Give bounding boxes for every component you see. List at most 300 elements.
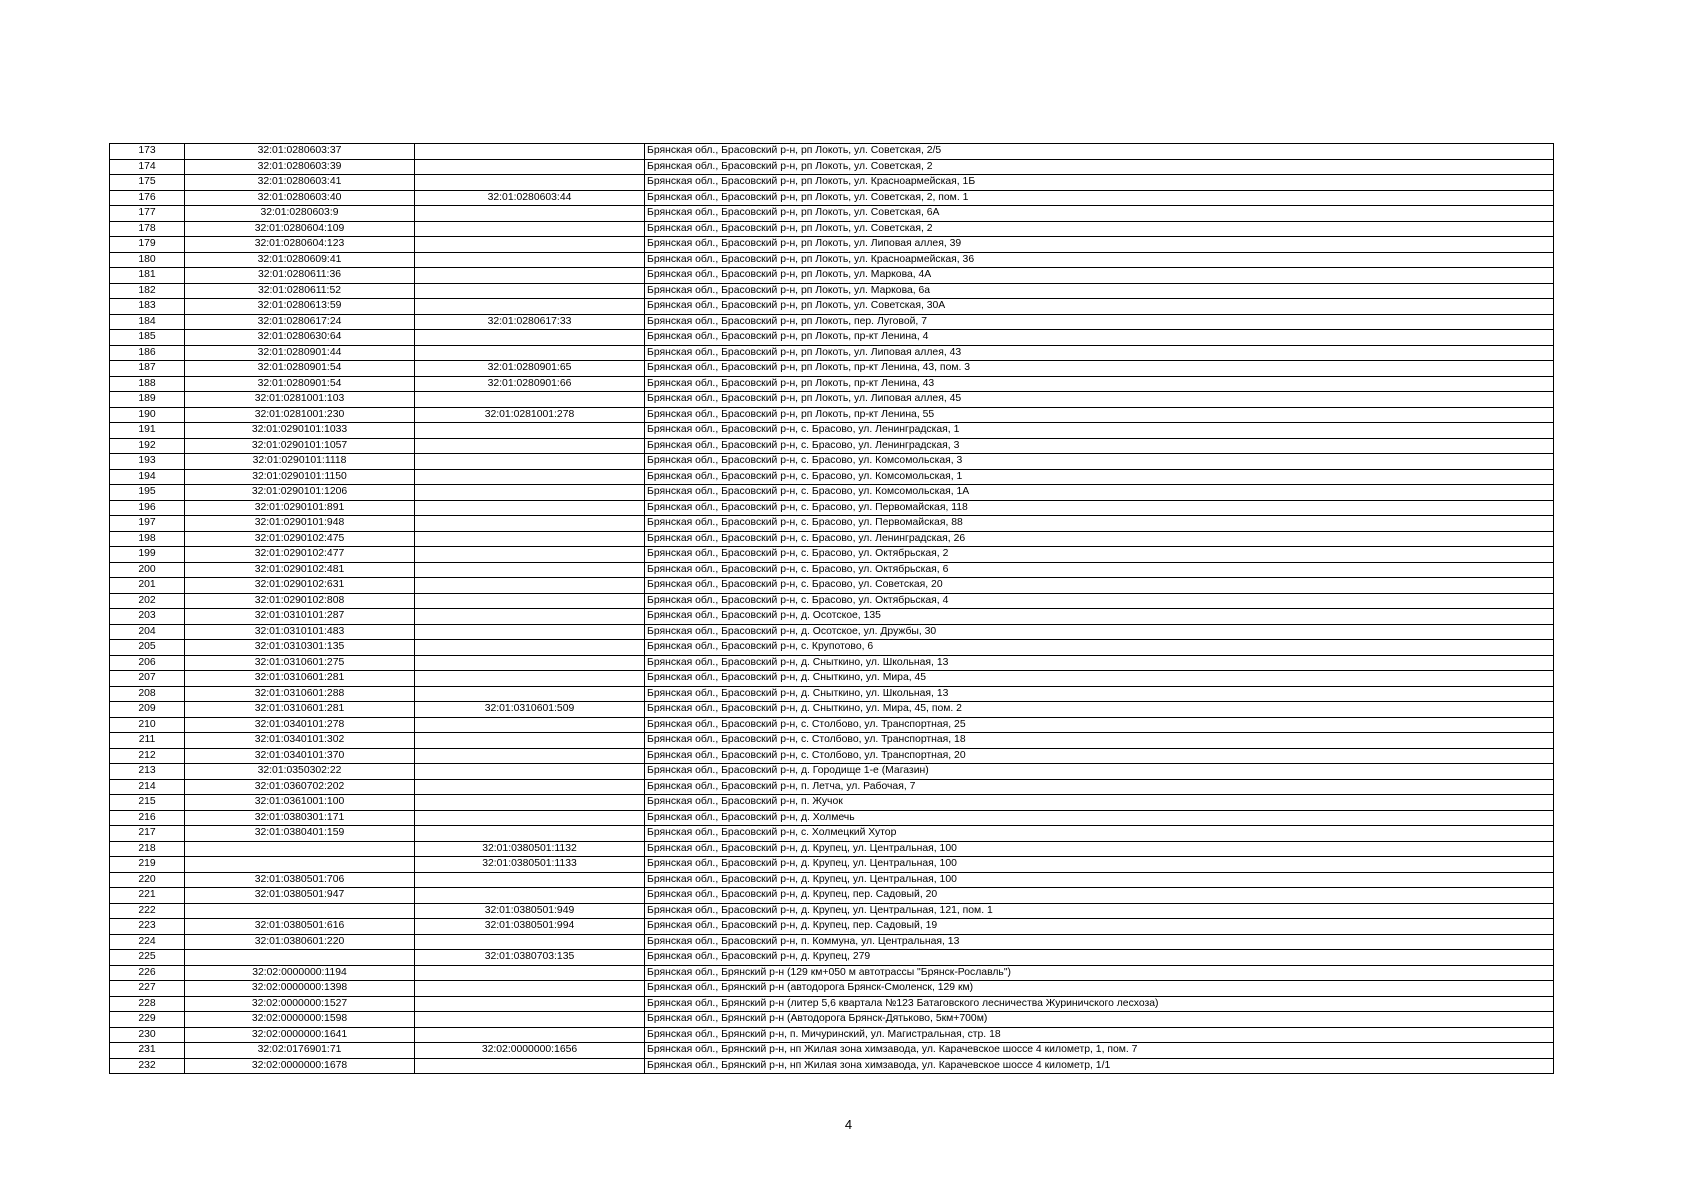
address-cell: Брянская обл., Брасовский р-н, д. Крупец, ул. Центральная, 100 [645,872,1554,888]
included-object-cadastral-cell [415,593,645,609]
row-number-cell: 200 [110,562,185,578]
table-row [110,531,1554,547]
row-number-cell: 230 [110,1027,185,1043]
registry-table-body [110,144,1554,1074]
cadastral-number-cell: 32:01:0290101:1150 [185,469,415,485]
included-object-cadastral-cell [415,1027,645,1043]
address-cell: Брянская обл., Брасовский р-н, рп Локоть, ул. Советская, 30А [645,299,1554,315]
included-object-cadastral-cell [415,268,645,284]
table-row [110,299,1554,315]
included-object-cadastral-cell [415,159,645,175]
row-number-cell: 212 [110,748,185,764]
cadastral-number-cell: 32:01:0310601:281 [185,671,415,687]
row-number-cell: 218 [110,841,185,857]
address-cell: Брянская обл., Брасовский р-н, с. Брасово, ул. Советская, 20 [645,578,1554,594]
table-row [110,190,1554,206]
row-number-cell: 179 [110,237,185,253]
address-cell: Брянская обл., Брасовский р-н, с. Брасово, ул. Ленинградская, 1 [645,423,1554,439]
row-number-cell: 186 [110,345,185,361]
included-object-cadastral-cell [415,175,645,191]
table-row [110,826,1554,842]
row-number-cell: 215 [110,795,185,811]
included-object-cadastral-cell: 32:01:0310601:509 [415,702,645,718]
included-object-cadastral-cell [415,1058,645,1074]
included-object-cadastral-cell [415,888,645,904]
cadastral-number-cell: 32:01:0290101:1118 [185,454,415,470]
cadastral-number-cell: 32:01:0340101:370 [185,748,415,764]
included-object-cadastral-cell [415,562,645,578]
cadastral-number-cell [185,841,415,857]
table-row [110,221,1554,237]
cadastral-number-cell: 32:01:0290102:477 [185,547,415,563]
table-row [110,841,1554,857]
included-object-cadastral-cell [415,810,645,826]
row-number-cell: 221 [110,888,185,904]
address-cell: Брянская обл., Брасовский р-н, п. Коммуна, ул. Центральная, 13 [645,934,1554,950]
address-cell: Брянская обл., Брасовский р-н, д. Крупец, ул. Центральная, 121, пом. 1 [645,903,1554,919]
table-row [110,795,1554,811]
address-cell: Брянская обл., Брянский р-н (литер 5,6 квартала №123 Батаговского лесничества Журиничского лесхоза) [645,996,1554,1012]
address-cell: Брянская обл., Брянский р-н (129 км+050 м автотрассы "Брянск-Рославль") [645,965,1554,981]
row-number-cell: 232 [110,1058,185,1074]
included-object-cadastral-cell: 32:01:0281001:278 [415,407,645,423]
table-row [110,1043,1554,1059]
cadastral-number-cell: 32:01:0280609:41 [185,252,415,268]
cadastral-number-cell: 32:01:0290102:475 [185,531,415,547]
included-object-cadastral-cell [415,981,645,997]
included-object-cadastral-cell [415,345,645,361]
included-object-cadastral-cell [415,655,645,671]
row-number-cell: 198 [110,531,185,547]
table-row [110,330,1554,346]
address-cell: Брянская обл., Брасовский р-н, д. Крупец, пер. Садовый, 20 [645,888,1554,904]
cadastral-number-cell: 32:01:0310101:483 [185,624,415,640]
table-row [110,919,1554,935]
row-number-cell: 201 [110,578,185,594]
included-object-cadastral-cell: 32:01:0380501:994 [415,919,645,935]
address-cell: Брянская обл., Брасовский р-н, д. Сныткино, ул. Мира, 45 [645,671,1554,687]
address-cell: Брянская обл., Брасовский р-н, д. Крупец, 279 [645,950,1554,966]
row-number-cell: 195 [110,485,185,501]
address-cell: Брянская обл., Брасовский р-н, с. Брасово, ул. Комсомольская, 1А [645,485,1554,501]
cadastral-number-cell: 32:01:0280617:24 [185,314,415,330]
included-object-cadastral-cell [415,392,645,408]
cadastral-number-cell: 32:01:0280611:36 [185,268,415,284]
address-cell: Брянская обл., Брасовский р-н, д. Городище 1-е (Магазин) [645,764,1554,780]
included-object-cadastral-cell [415,934,645,950]
table-row [110,159,1554,175]
address-cell: Брянская обл., Брасовский р-н, рп Локоть, ул. Маркова, 4А [645,268,1554,284]
property-registry-table [109,143,1554,1074]
table-row [110,423,1554,439]
included-object-cadastral-cell [415,748,645,764]
row-number-cell: 210 [110,717,185,733]
table-row [110,640,1554,656]
address-cell: Брянская обл., Брасовский р-н, с. Брасово, ул. Первомайская, 118 [645,500,1554,516]
row-number-cell: 192 [110,438,185,454]
table-row [110,686,1554,702]
included-object-cadastral-cell [415,531,645,547]
included-object-cadastral-cell [415,795,645,811]
cadastral-number-cell: 32:01:0380501:706 [185,872,415,888]
table-row [110,438,1554,454]
row-number-cell: 224 [110,934,185,950]
row-number-cell: 174 [110,159,185,175]
row-number-cell: 173 [110,144,185,160]
table-row [110,485,1554,501]
table-row [110,857,1554,873]
cadastral-number-cell: 32:01:0310601:281 [185,702,415,718]
cadastral-number-cell: 32:01:0280603:9 [185,206,415,222]
address-cell: Брянская обл., Брасовский р-н, д. Сныткино, ул. Школьная, 13 [645,686,1554,702]
included-object-cadastral-cell: 32:01:0280603:44 [415,190,645,206]
address-cell: Брянская обл., Брянский р-н, нп Жилая зона химзавода, ул. Карачевское шоссе 4 километр, 1/1 [645,1058,1554,1074]
cadastral-number-cell: 32:02:0000000:1641 [185,1027,415,1043]
included-object-cadastral-cell [415,330,645,346]
included-object-cadastral-cell [415,826,645,842]
included-object-cadastral-cell [415,469,645,485]
row-number-cell: 211 [110,733,185,749]
table-row [110,469,1554,485]
row-number-cell: 214 [110,779,185,795]
table-row [110,593,1554,609]
cadastral-number-cell: 32:01:0280603:40 [185,190,415,206]
address-cell: Брянская обл., Брасовский р-н, рп Локоть, ул. Советская, 6А [645,206,1554,222]
address-cell: Брянская обл., Брасовский р-н, с. Крупотово, 6 [645,640,1554,656]
row-number-cell: 189 [110,392,185,408]
table-row [110,1027,1554,1043]
cadastral-number-cell: 32:01:0280901:44 [185,345,415,361]
cadastral-number-cell: 32:01:0290102:808 [185,593,415,609]
cadastral-number-cell: 32:01:0310601:275 [185,655,415,671]
included-object-cadastral-cell [415,283,645,299]
row-number-cell: 183 [110,299,185,315]
table-row [110,175,1554,191]
address-cell: Брянская обл., Брасовский р-н, рп Локоть, пр-кт Ленина, 43, пом. 3 [645,361,1554,377]
row-number-cell: 213 [110,764,185,780]
cadastral-number-cell: 32:01:0380401:159 [185,826,415,842]
row-number-cell: 222 [110,903,185,919]
included-object-cadastral-cell [415,454,645,470]
cadastral-number-cell: 32:02:0000000:1527 [185,996,415,1012]
included-object-cadastral-cell: 32:01:0280901:66 [415,376,645,392]
included-object-cadastral-cell [415,578,645,594]
cadastral-number-cell: 32:01:0290101:948 [185,516,415,532]
address-cell: Брянская обл., Брасовский р-н, рп Локоть, ул. Советская, 2/5 [645,144,1554,160]
address-cell: Брянская обл., Брасовский р-н, с. Брасово, ул. Комсомольская, 3 [645,454,1554,470]
cadastral-number-cell: 32:01:0290101:1057 [185,438,415,454]
address-cell: Брянская обл., Брянский р-н (Автодорога Брянск-Дятьково, 5км+700м) [645,1012,1554,1028]
table-row [110,268,1554,284]
row-number-cell: 217 [110,826,185,842]
table-row [110,779,1554,795]
address-cell: Брянская обл., Брасовский р-н, рп Локоть, ул. Советская, 2, пом. 1 [645,190,1554,206]
cadastral-number-cell: 32:01:0281001:230 [185,407,415,423]
row-number-cell: 202 [110,593,185,609]
included-object-cadastral-cell [415,996,645,1012]
address-cell: Брянская обл., Брасовский р-н, рп Локоть, ул. Липовая аллея, 39 [645,237,1554,253]
row-number-cell: 216 [110,810,185,826]
table-row [110,454,1554,470]
table-row [110,810,1554,826]
table-row [110,144,1554,160]
cadastral-number-cell: 32:01:0290102:631 [185,578,415,594]
row-number-cell: 178 [110,221,185,237]
address-cell: Брянская обл., Брасовский р-н, рп Локоть, ул. Красноармейская, 1Б [645,175,1554,191]
address-cell: Брянская обл., Брянский р-н (автодорога Брянск-Смоленск, 129 км) [645,981,1554,997]
cadastral-number-cell: 32:01:0380501:616 [185,919,415,935]
table-row [110,748,1554,764]
address-cell: Брянская обл., Брасовский р-н, д. Осотское, ул. Дружбы, 30 [645,624,1554,640]
address-cell: Брянская обл., Брасовский р-н, д. Крупец, пер. Садовый, 19 [645,919,1554,935]
cadastral-number-cell: 32:02:0000000:1398 [185,981,415,997]
cadastral-number-cell: 32:01:0290101:1033 [185,423,415,439]
row-number-cell: 197 [110,516,185,532]
table-row [110,500,1554,516]
table-row [110,996,1554,1012]
included-object-cadastral-cell [415,686,645,702]
included-object-cadastral-cell: 32:01:0380501:949 [415,903,645,919]
cadastral-number-cell: 32:01:0280630:64 [185,330,415,346]
address-cell: Брянская обл., Брасовский р-н, с. Брасово, ул. Октябрьская, 6 [645,562,1554,578]
address-cell: Брянская обл., Брасовский р-н, д. Крупец, ул. Центральная, 100 [645,857,1554,873]
cadastral-number-cell: 32:02:0000000:1194 [185,965,415,981]
included-object-cadastral-cell [415,485,645,501]
row-number-cell: 206 [110,655,185,671]
cadastral-number-cell: 32:01:0380301:171 [185,810,415,826]
included-object-cadastral-cell [415,500,645,516]
table-row [110,1058,1554,1074]
address-cell: Брянская обл., Брасовский р-н, с. Холмецкий Хутор [645,826,1554,842]
address-cell: Брянская обл., Брасовский р-н, рп Локоть, ул. Советская, 2 [645,221,1554,237]
row-number-cell: 207 [110,671,185,687]
cadastral-number-cell: 32:01:0280901:54 [185,361,415,377]
table-row [110,981,1554,997]
row-number-cell: 225 [110,950,185,966]
cadastral-number-cell: 32:01:0310301:135 [185,640,415,656]
row-number-cell: 196 [110,500,185,516]
address-cell: Брянская обл., Брянский р-н, нп Жилая зона химзавода, ул. Карачевское шоссе 4 километр, 1, пом. 7 [645,1043,1554,1059]
cadastral-number-cell: 32:02:0176901:71 [185,1043,415,1059]
table-row [110,407,1554,423]
row-number-cell: 176 [110,190,185,206]
table-row [110,609,1554,625]
cadastral-number-cell: 32:01:0380601:220 [185,934,415,950]
cadastral-number-cell: 32:01:0280613:59 [185,299,415,315]
included-object-cadastral-cell [415,1012,645,1028]
table-row [110,547,1554,563]
address-cell: Брянская обл., Брасовский р-н, д. Осотское, 135 [645,609,1554,625]
cadastral-number-cell: 32:01:0350302:22 [185,764,415,780]
address-cell: Брянская обл., Брасовский р-н, с. Брасово, ул. Комсомольская, 1 [645,469,1554,485]
row-number-cell: 203 [110,609,185,625]
address-cell: Брянская обл., Брасовский р-н, рп Локоть, ул. Советская, 2 [645,159,1554,175]
included-object-cadastral-cell [415,299,645,315]
included-object-cadastral-cell [415,438,645,454]
table-row [110,950,1554,966]
cadastral-number-cell [185,950,415,966]
included-object-cadastral-cell [415,423,645,439]
cadastral-number-cell [185,857,415,873]
table-row [110,206,1554,222]
table-row [110,671,1554,687]
cadastral-number-cell: 32:01:0280901:54 [185,376,415,392]
table-row [110,562,1554,578]
cadastral-number-cell: 32:01:0280604:109 [185,221,415,237]
address-cell: Брянская обл., Брасовский р-н, рп Локоть, ул. Липовая аллея, 43 [645,345,1554,361]
row-number-cell: 226 [110,965,185,981]
included-object-cadastral-cell [415,624,645,640]
cadastral-number-cell: 32:01:0340101:278 [185,717,415,733]
included-object-cadastral-cell [415,237,645,253]
included-object-cadastral-cell: 32:01:0280901:65 [415,361,645,377]
cadastral-number-cell: 32:01:0361001:100 [185,795,415,811]
address-cell: Брянская обл., Брасовский р-н, рп Локоть, пр-кт Ленина, 4 [645,330,1554,346]
row-number-cell: 184 [110,314,185,330]
address-cell: Брянская обл., Брасовский р-н, рп Локоть, пер. Луговой, 7 [645,314,1554,330]
included-object-cadastral-cell [415,516,645,532]
address-cell: Брянская обл., Брасовский р-н, д. Сныткино, ул. Мира, 45, пом. 2 [645,702,1554,718]
address-cell: Брянская обл., Брянский р-н, п. Мичуринский, ул. Магистральная, стр. 18 [645,1027,1554,1043]
address-cell: Брянская обл., Брасовский р-н, с. Брасово, ул. Ленинградская, 26 [645,531,1554,547]
cadastral-number-cell: 32:01:0281001:103 [185,392,415,408]
address-cell: Брянская обл., Брасовский р-н, д. Сныткино, ул. Школьная, 13 [645,655,1554,671]
table-row [110,717,1554,733]
table-row [110,237,1554,253]
table-row [110,283,1554,299]
included-object-cadastral-cell: 32:01:0280617:33 [415,314,645,330]
row-number-cell: 219 [110,857,185,873]
row-number-cell: 223 [110,919,185,935]
row-number-cell: 227 [110,981,185,997]
address-cell: Брянская обл., Брасовский р-н, с. Брасово, ул. Октябрьская, 2 [645,547,1554,563]
address-cell: Брянская обл., Брасовский р-н, д. Холмечь [645,810,1554,826]
included-object-cadastral-cell [415,252,645,268]
table-row [110,252,1554,268]
table-row [110,965,1554,981]
cadastral-number-cell: 32:01:0290102:481 [185,562,415,578]
included-object-cadastral-cell [415,764,645,780]
row-number-cell: 205 [110,640,185,656]
cadastral-number-cell [185,903,415,919]
address-cell: Брянская обл., Брасовский р-н, рп Локоть, ул. Липовая аллея, 45 [645,392,1554,408]
table-row [110,764,1554,780]
cadastral-number-cell: 32:02:0000000:1598 [185,1012,415,1028]
included-object-cadastral-cell [415,717,645,733]
included-object-cadastral-cell [415,221,645,237]
row-number-cell: 204 [110,624,185,640]
table-row [110,345,1554,361]
address-cell: Брянская обл., Брасовский р-н, с. Брасово, ул. Ленинградская, 3 [645,438,1554,454]
table-row [110,314,1554,330]
included-object-cadastral-cell [415,144,645,160]
cadastral-number-cell: 32:01:0280603:37 [185,144,415,160]
table-row [110,376,1554,392]
address-cell: Брянская обл., Брасовский р-н, с. Столбово, ул. Транспортная, 25 [645,717,1554,733]
included-object-cadastral-cell [415,640,645,656]
table-row [110,392,1554,408]
address-cell: Брянская обл., Брасовский р-н, с. Брасово, ул. Первомайская, 88 [645,516,1554,532]
address-cell: Брянская обл., Брасовский р-н, с. Столбово, ул. Транспортная, 18 [645,733,1554,749]
included-object-cadastral-cell: 32:01:0380703:135 [415,950,645,966]
cadastral-number-cell: 32:01:0280603:39 [185,159,415,175]
row-number-cell: 193 [110,454,185,470]
table-row [110,702,1554,718]
row-number-cell: 187 [110,361,185,377]
table-row [110,733,1554,749]
row-number-cell: 228 [110,996,185,1012]
included-object-cadastral-cell [415,733,645,749]
table-row [110,903,1554,919]
cadastral-number-cell: 32:01:0290101:1206 [185,485,415,501]
row-number-cell: 188 [110,376,185,392]
table-row [110,872,1554,888]
row-number-cell: 175 [110,175,185,191]
page-number: 4 [844,1117,853,1132]
address-cell: Брянская обл., Брасовский р-н, рп Локоть, пр-кт Ленина, 43 [645,376,1554,392]
included-object-cadastral-cell [415,671,645,687]
included-object-cadastral-cell: 32:01:0380501:1132 [415,841,645,857]
row-number-cell: 185 [110,330,185,346]
address-cell: Брянская обл., Брасовский р-н, с. Столбово, ул. Транспортная, 20 [645,748,1554,764]
cadastral-number-cell: 32:01:0310101:287 [185,609,415,625]
included-object-cadastral-cell [415,609,645,625]
cadastral-number-cell: 32:01:0380501:947 [185,888,415,904]
table-row [110,516,1554,532]
row-number-cell: 180 [110,252,185,268]
row-number-cell: 231 [110,1043,185,1059]
table-row [110,1012,1554,1028]
included-object-cadastral-cell [415,779,645,795]
address-cell: Брянская обл., Брасовский р-н, рп Локоть, пр-кт Ленина, 55 [645,407,1554,423]
row-number-cell: 181 [110,268,185,284]
table-row [110,361,1554,377]
address-cell: Брянская обл., Брасовский р-н, п. Жучок [645,795,1554,811]
cadastral-number-cell: 32:01:0340101:302 [185,733,415,749]
cadastral-number-cell: 32:01:0310601:288 [185,686,415,702]
cadastral-number-cell: 32:01:0280611:52 [185,283,415,299]
included-object-cadastral-cell [415,206,645,222]
included-object-cadastral-cell [415,547,645,563]
cadastral-number-cell: 32:01:0280604:123 [185,237,415,253]
table-row [110,624,1554,640]
table-row [110,888,1554,904]
address-cell: Брянская обл., Брасовский р-н, рп Локоть, ул. Маркова, 6а [645,283,1554,299]
included-object-cadastral-cell: 32:02:0000000:1656 [415,1043,645,1059]
included-object-cadastral-cell: 32:01:0380501:1133 [415,857,645,873]
cadastral-number-cell: 32:01:0280603:41 [185,175,415,191]
table-row [110,934,1554,950]
row-number-cell: 229 [110,1012,185,1028]
row-number-cell: 194 [110,469,185,485]
address-cell: Брянская обл., Брасовский р-н, с. Брасово, ул. Октябрьская, 4 [645,593,1554,609]
row-number-cell: 177 [110,206,185,222]
address-cell: Брянская обл., Брасовский р-н, д. Крупец, ул. Центральная, 100 [645,841,1554,857]
cadastral-number-cell: 32:01:0360702:202 [185,779,415,795]
included-object-cadastral-cell [415,965,645,981]
address-cell: Брянская обл., Брасовский р-н, п. Летча, ул. Рабочая, 7 [645,779,1554,795]
table-row [110,655,1554,671]
cadastral-number-cell: 32:01:0290101:891 [185,500,415,516]
address-cell: Брянская обл., Брасовский р-н, рп Локоть, ул. Красноармейская, 36 [645,252,1554,268]
cadastral-number-cell: 32:02:0000000:1678 [185,1058,415,1074]
row-number-cell: 199 [110,547,185,563]
row-number-cell: 220 [110,872,185,888]
table-row [110,578,1554,594]
row-number-cell: 190 [110,407,185,423]
row-number-cell: 209 [110,702,185,718]
row-number-cell: 208 [110,686,185,702]
